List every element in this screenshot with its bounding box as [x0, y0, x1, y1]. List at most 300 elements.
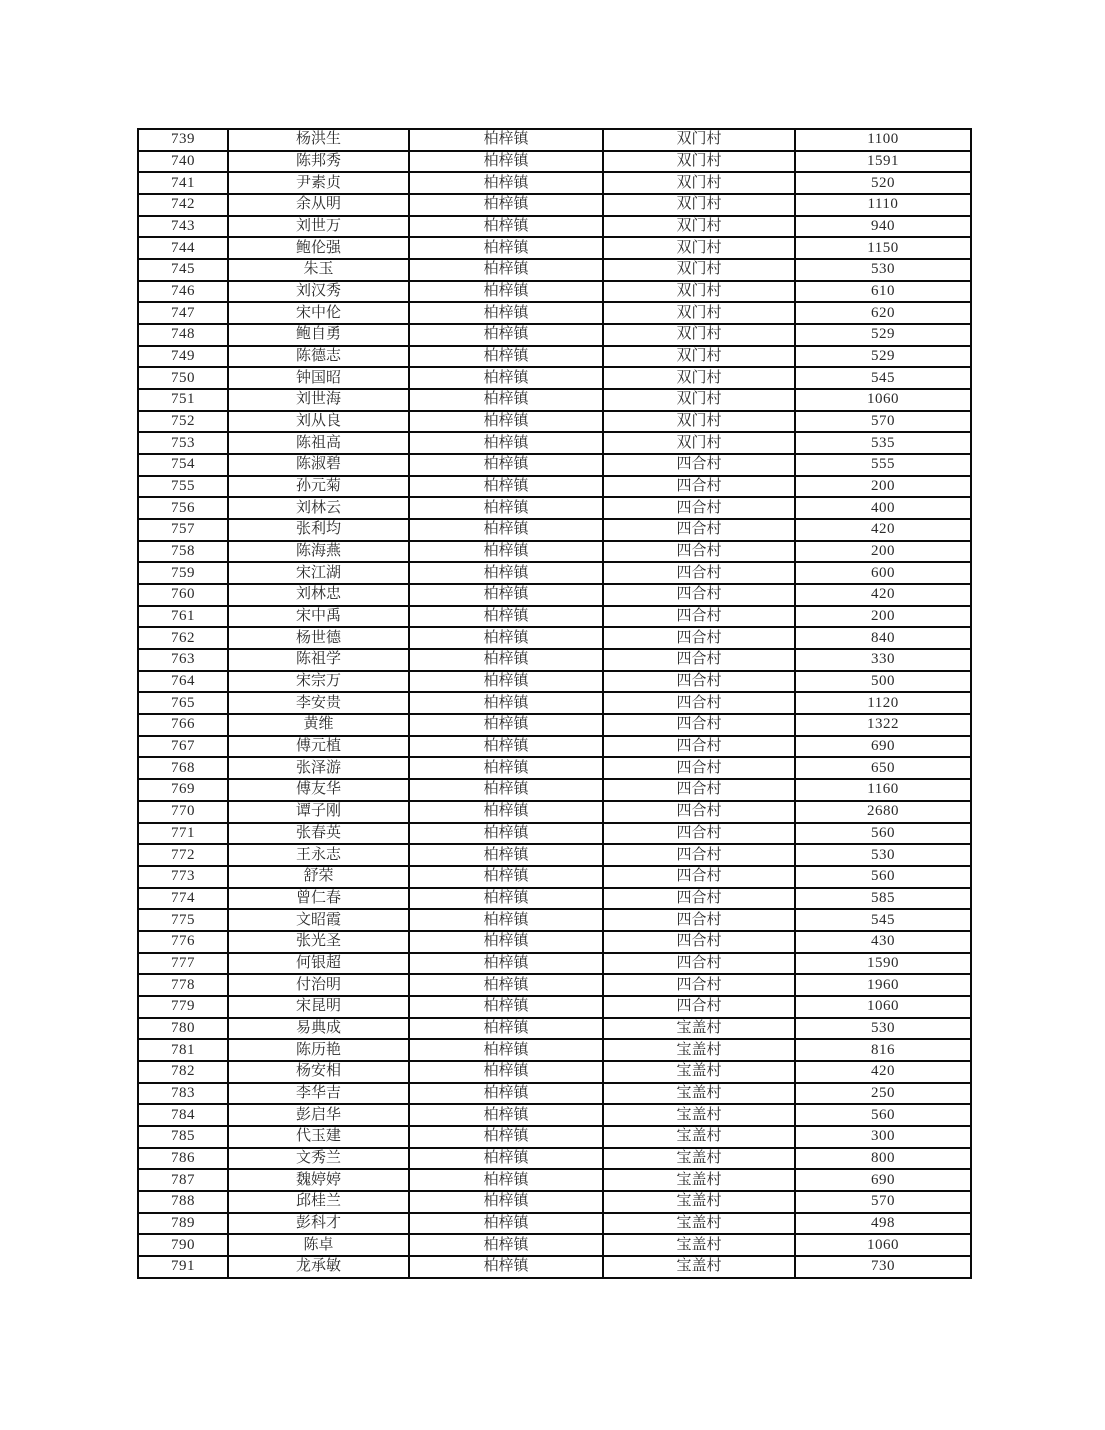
cell-town: 柏梓镇: [409, 324, 603, 346]
cell-id: 776: [138, 931, 228, 953]
cell-name: 彭科才: [228, 1213, 409, 1235]
cell-name: 陈邦秀: [228, 151, 409, 173]
table-row: [138, 302, 971, 324]
cell-village: 宝盖村: [603, 1039, 795, 1061]
table-row: [138, 714, 971, 736]
cell-id: 780: [138, 1018, 228, 1040]
cell-name: 陈历艳: [228, 1039, 409, 1061]
cell-amount: 940: [795, 216, 971, 238]
cell-name: 刘从良: [228, 411, 409, 433]
cell-town: 柏梓镇: [409, 389, 603, 411]
cell-id: 785: [138, 1126, 228, 1148]
cell-id: 773: [138, 866, 228, 888]
cell-amount: 800: [795, 1148, 971, 1170]
table-row: [138, 974, 971, 996]
cell-amount: 420: [795, 519, 971, 541]
cell-village: 四合村: [603, 519, 795, 541]
cell-village: 宝盖村: [603, 1083, 795, 1105]
cell-name: 宋昆明: [228, 996, 409, 1018]
cell-amount: 730: [795, 1256, 971, 1278]
cell-name: 邱桂兰: [228, 1191, 409, 1213]
cell-village: 四合村: [603, 953, 795, 975]
cell-town: 柏梓镇: [409, 606, 603, 628]
cell-town: 柏梓镇: [409, 1018, 603, 1040]
cell-town: 柏梓镇: [409, 779, 603, 801]
cell-amount: 560: [795, 866, 971, 888]
cell-id: 788: [138, 1191, 228, 1213]
cell-amount: 1100: [795, 129, 971, 151]
cell-amount: 690: [795, 1169, 971, 1191]
cell-amount: 520: [795, 172, 971, 194]
cell-id: 759: [138, 562, 228, 584]
cell-town: 柏梓镇: [409, 411, 603, 433]
cell-town: 柏梓镇: [409, 1191, 603, 1213]
cell-village: 宝盖村: [603, 1018, 795, 1040]
cell-town: 柏梓镇: [409, 1061, 603, 1083]
cell-amount: 1590: [795, 953, 971, 975]
cell-id: 775: [138, 909, 228, 931]
cell-name: 李安贵: [228, 692, 409, 714]
cell-village: 双门村: [603, 411, 795, 433]
cell-id: 762: [138, 627, 228, 649]
cell-id: 764: [138, 671, 228, 693]
table-row: [138, 497, 971, 519]
cell-name: 代玉建: [228, 1126, 409, 1148]
cell-village: 四合村: [603, 541, 795, 563]
cell-name: 陈祖学: [228, 649, 409, 671]
cell-amount: 1060: [795, 996, 971, 1018]
cell-id: 751: [138, 389, 228, 411]
cell-id: 784: [138, 1104, 228, 1126]
cell-town: 柏梓镇: [409, 1148, 603, 1170]
table-row: [138, 584, 971, 606]
cell-amount: 530: [795, 1018, 971, 1040]
cell-id: 757: [138, 519, 228, 541]
cell-amount: 840: [795, 627, 971, 649]
cell-name: 尹素贞: [228, 172, 409, 194]
cell-town: 柏梓镇: [409, 432, 603, 454]
cell-amount: 545: [795, 367, 971, 389]
cell-amount: 560: [795, 1104, 971, 1126]
cell-village: 四合村: [603, 779, 795, 801]
cell-name: 陈祖高: [228, 432, 409, 454]
table-row: [138, 129, 971, 151]
table-row: [138, 909, 971, 931]
cell-amount: 530: [795, 259, 971, 281]
cell-village: 四合村: [603, 844, 795, 866]
cell-id: 741: [138, 172, 228, 194]
cell-name: 刘世万: [228, 216, 409, 238]
cell-id: 763: [138, 649, 228, 671]
cell-village: 四合村: [603, 931, 795, 953]
cell-amount: 330: [795, 649, 971, 671]
cell-town: 柏梓镇: [409, 996, 603, 1018]
cell-amount: 585: [795, 888, 971, 910]
cell-village: 四合村: [603, 801, 795, 823]
cell-town: 柏梓镇: [409, 931, 603, 953]
cell-village: 双门村: [603, 324, 795, 346]
beneficiary-table: [137, 128, 972, 1279]
cell-amount: 570: [795, 1191, 971, 1213]
cell-name: 钟国昭: [228, 367, 409, 389]
cell-town: 柏梓镇: [409, 216, 603, 238]
cell-village: 双门村: [603, 346, 795, 368]
cell-village: 宝盖村: [603, 1061, 795, 1083]
table-row: [138, 671, 971, 693]
cell-town: 柏梓镇: [409, 237, 603, 259]
cell-id: 766: [138, 714, 228, 736]
cell-name: 鲍自勇: [228, 324, 409, 346]
cell-name: 杨世德: [228, 627, 409, 649]
cell-id: 745: [138, 259, 228, 281]
cell-id: 787: [138, 1169, 228, 1191]
cell-id: 754: [138, 454, 228, 476]
cell-village: 四合村: [603, 497, 795, 519]
cell-name: 宋中伦: [228, 302, 409, 324]
cell-id: 772: [138, 844, 228, 866]
cell-town: 柏梓镇: [409, 281, 603, 303]
cell-id: 770: [138, 801, 228, 823]
table-row: [138, 1083, 971, 1105]
cell-town: 柏梓镇: [409, 757, 603, 779]
cell-name: 刘林忠: [228, 584, 409, 606]
cell-id: 749: [138, 346, 228, 368]
cell-village: 四合村: [603, 974, 795, 996]
cell-town: 柏梓镇: [409, 953, 603, 975]
cell-id: 767: [138, 736, 228, 758]
cell-village: 四合村: [603, 476, 795, 498]
table-row: [138, 281, 971, 303]
cell-town: 柏梓镇: [409, 801, 603, 823]
cell-name: 余从明: [228, 194, 409, 216]
cell-id: 760: [138, 584, 228, 606]
cell-name: 刘林云: [228, 497, 409, 519]
cell-id: 778: [138, 974, 228, 996]
cell-name: 陈德志: [228, 346, 409, 368]
cell-id: 750: [138, 367, 228, 389]
cell-amount: 300: [795, 1126, 971, 1148]
cell-id: 786: [138, 1148, 228, 1170]
cell-amount: 200: [795, 476, 971, 498]
cell-village: 四合村: [603, 627, 795, 649]
table-row: [138, 1256, 971, 1278]
cell-id: 742: [138, 194, 228, 216]
cell-id: 756: [138, 497, 228, 519]
table-row: [138, 216, 971, 238]
table-row: [138, 996, 971, 1018]
cell-name: 彭启华: [228, 1104, 409, 1126]
table-row: [138, 1213, 971, 1235]
cell-id: 771: [138, 823, 228, 845]
cell-town: 柏梓镇: [409, 692, 603, 714]
table-row: [138, 1061, 971, 1083]
cell-id: 791: [138, 1256, 228, 1278]
table-row: [138, 801, 971, 823]
cell-town: 柏梓镇: [409, 194, 603, 216]
table-row: [138, 411, 971, 433]
cell-town: 柏梓镇: [409, 1234, 603, 1256]
cell-town: 柏梓镇: [409, 844, 603, 866]
cell-village: 四合村: [603, 996, 795, 1018]
cell-village: 四合村: [603, 649, 795, 671]
cell-town: 柏梓镇: [409, 151, 603, 173]
table-row: [138, 649, 971, 671]
cell-village: 四合村: [603, 454, 795, 476]
cell-id: 761: [138, 606, 228, 628]
table-row: [138, 476, 971, 498]
cell-amount: 498: [795, 1213, 971, 1235]
cell-name: 傅友华: [228, 779, 409, 801]
cell-amount: 610: [795, 281, 971, 303]
cell-amount: 816: [795, 1039, 971, 1061]
cell-town: 柏梓镇: [409, 888, 603, 910]
cell-village: 宝盖村: [603, 1169, 795, 1191]
cell-amount: 530: [795, 844, 971, 866]
cell-amount: 420: [795, 584, 971, 606]
cell-town: 柏梓镇: [409, 823, 603, 845]
cell-name: 舒荣: [228, 866, 409, 888]
cell-id: 755: [138, 476, 228, 498]
cell-amount: 1322: [795, 714, 971, 736]
cell-name: 朱玉: [228, 259, 409, 281]
cell-name: 龙承敏: [228, 1256, 409, 1278]
table-row: [138, 779, 971, 801]
cell-amount: 1960: [795, 974, 971, 996]
cell-amount: 200: [795, 606, 971, 628]
cell-id: 752: [138, 411, 228, 433]
cell-id: 774: [138, 888, 228, 910]
cell-amount: 250: [795, 1083, 971, 1105]
table-row: [138, 1148, 971, 1170]
table-row: [138, 823, 971, 845]
table-row: [138, 151, 971, 173]
table-row: [138, 367, 971, 389]
cell-town: 柏梓镇: [409, 367, 603, 389]
table-row: [138, 562, 971, 584]
cell-village: 双门村: [603, 281, 795, 303]
cell-village: 宝盖村: [603, 1256, 795, 1278]
cell-name: 张春英: [228, 823, 409, 845]
cell-name: 何银超: [228, 953, 409, 975]
table-body: [138, 129, 971, 1278]
cell-town: 柏梓镇: [409, 497, 603, 519]
cell-village: 四合村: [603, 606, 795, 628]
cell-town: 柏梓镇: [409, 1083, 603, 1105]
table-row: [138, 1039, 971, 1061]
cell-name: 杨洪生: [228, 129, 409, 151]
cell-id: 746: [138, 281, 228, 303]
cell-id: 743: [138, 216, 228, 238]
cell-village: 双门村: [603, 259, 795, 281]
cell-village: 双门村: [603, 194, 795, 216]
cell-id: 779: [138, 996, 228, 1018]
cell-id: 781: [138, 1039, 228, 1061]
cell-id: 768: [138, 757, 228, 779]
table-row: [138, 432, 971, 454]
table-row: [138, 866, 971, 888]
cell-amount: 545: [795, 909, 971, 931]
cell-name: 谭子刚: [228, 801, 409, 823]
cell-name: 易典成: [228, 1018, 409, 1040]
table-row: [138, 541, 971, 563]
table-row: [138, 346, 971, 368]
table-row: [138, 172, 971, 194]
cell-name: 宋宗万: [228, 671, 409, 693]
table-row: [138, 237, 971, 259]
cell-name: 曾仁春: [228, 888, 409, 910]
cell-name: 文秀兰: [228, 1148, 409, 1170]
cell-town: 柏梓镇: [409, 627, 603, 649]
cell-amount: 690: [795, 736, 971, 758]
table-row: [138, 519, 971, 541]
cell-town: 柏梓镇: [409, 562, 603, 584]
cell-amount: 400: [795, 497, 971, 519]
cell-name: 孙元菊: [228, 476, 409, 498]
cell-town: 柏梓镇: [409, 1256, 603, 1278]
cell-town: 柏梓镇: [409, 346, 603, 368]
table-row: [138, 1126, 971, 1148]
cell-town: 柏梓镇: [409, 866, 603, 888]
cell-amount: 430: [795, 931, 971, 953]
cell-name: 鲍伦强: [228, 237, 409, 259]
cell-village: 四合村: [603, 584, 795, 606]
cell-name: 魏婷婷: [228, 1169, 409, 1191]
cell-village: 四合村: [603, 909, 795, 931]
cell-village: 宝盖村: [603, 1234, 795, 1256]
cell-village: 双门村: [603, 129, 795, 151]
cell-village: 四合村: [603, 757, 795, 779]
cell-amount: 535: [795, 432, 971, 454]
table-row: [138, 194, 971, 216]
cell-amount: 1160: [795, 779, 971, 801]
table-row: [138, 931, 971, 953]
cell-amount: 2680: [795, 801, 971, 823]
cell-name: 陈海燕: [228, 541, 409, 563]
cell-id: 777: [138, 953, 228, 975]
cell-amount: 1120: [795, 692, 971, 714]
cell-village: 四合村: [603, 888, 795, 910]
table-row: [138, 1191, 971, 1213]
cell-amount: 420: [795, 1061, 971, 1083]
cell-name: 付治明: [228, 974, 409, 996]
cell-id: 740: [138, 151, 228, 173]
cell-id: 769: [138, 779, 228, 801]
cell-village: 双门村: [603, 151, 795, 173]
cell-village: 双门村: [603, 172, 795, 194]
cell-id: 744: [138, 237, 228, 259]
cell-town: 柏梓镇: [409, 1126, 603, 1148]
table-row: [138, 606, 971, 628]
table-row: [138, 1018, 971, 1040]
cell-name: 张泽游: [228, 757, 409, 779]
table-row: [138, 757, 971, 779]
cell-id: 789: [138, 1213, 228, 1235]
cell-id: 747: [138, 302, 228, 324]
cell-village: 双门村: [603, 367, 795, 389]
cell-town: 柏梓镇: [409, 129, 603, 151]
table-row: [138, 1104, 971, 1126]
table-row: [138, 736, 971, 758]
cell-village: 双门村: [603, 302, 795, 324]
cell-id: 758: [138, 541, 228, 563]
cell-village: 宝盖村: [603, 1148, 795, 1170]
cell-town: 柏梓镇: [409, 1213, 603, 1235]
cell-village: 宝盖村: [603, 1213, 795, 1235]
table-row: [138, 692, 971, 714]
table-row: [138, 454, 971, 476]
cell-amount: 650: [795, 757, 971, 779]
cell-id: 765: [138, 692, 228, 714]
cell-village: 四合村: [603, 736, 795, 758]
cell-amount: 529: [795, 324, 971, 346]
cell-name: 李华吉: [228, 1083, 409, 1105]
cell-village: 四合村: [603, 562, 795, 584]
table-row: [138, 1234, 971, 1256]
table-row: [138, 324, 971, 346]
cell-village: 双门村: [603, 389, 795, 411]
cell-amount: 200: [795, 541, 971, 563]
cell-amount: 620: [795, 302, 971, 324]
cell-town: 柏梓镇: [409, 1104, 603, 1126]
table-row: [138, 627, 971, 649]
table-row: [138, 389, 971, 411]
cell-village: 四合村: [603, 823, 795, 845]
cell-id: 783: [138, 1083, 228, 1105]
cell-name: 陈卓: [228, 1234, 409, 1256]
cell-name: 傅元植: [228, 736, 409, 758]
cell-id: 748: [138, 324, 228, 346]
cell-name: 刘汉秀: [228, 281, 409, 303]
cell-town: 柏梓镇: [409, 909, 603, 931]
cell-town: 柏梓镇: [409, 1039, 603, 1061]
cell-name: 刘世海: [228, 389, 409, 411]
cell-town: 柏梓镇: [409, 259, 603, 281]
cell-name: 张利均: [228, 519, 409, 541]
cell-village: 宝盖村: [603, 1191, 795, 1213]
cell-id: 739: [138, 129, 228, 151]
cell-name: 张光圣: [228, 931, 409, 953]
cell-amount: 1060: [795, 1234, 971, 1256]
cell-village: 双门村: [603, 432, 795, 454]
cell-town: 柏梓镇: [409, 172, 603, 194]
cell-amount: 1060: [795, 389, 971, 411]
cell-village: 宝盖村: [603, 1126, 795, 1148]
table-row: [138, 844, 971, 866]
cell-town: 柏梓镇: [409, 974, 603, 996]
cell-name: 宋中禹: [228, 606, 409, 628]
cell-town: 柏梓镇: [409, 1169, 603, 1191]
cell-village: 四合村: [603, 692, 795, 714]
table-row: [138, 1169, 971, 1191]
cell-amount: 560: [795, 823, 971, 845]
cell-village: 四合村: [603, 866, 795, 888]
cell-village: 宝盖村: [603, 1104, 795, 1126]
cell-town: 柏梓镇: [409, 454, 603, 476]
cell-town: 柏梓镇: [409, 519, 603, 541]
table-row: [138, 259, 971, 281]
cell-village: 四合村: [603, 671, 795, 693]
cell-amount: 500: [795, 671, 971, 693]
cell-name: 黄维: [228, 714, 409, 736]
cell-id: 753: [138, 432, 228, 454]
cell-town: 柏梓镇: [409, 649, 603, 671]
cell-town: 柏梓镇: [409, 736, 603, 758]
table-row: [138, 888, 971, 910]
cell-town: 柏梓镇: [409, 541, 603, 563]
cell-name: 陈淑碧: [228, 454, 409, 476]
cell-town: 柏梓镇: [409, 476, 603, 498]
cell-town: 柏梓镇: [409, 302, 603, 324]
